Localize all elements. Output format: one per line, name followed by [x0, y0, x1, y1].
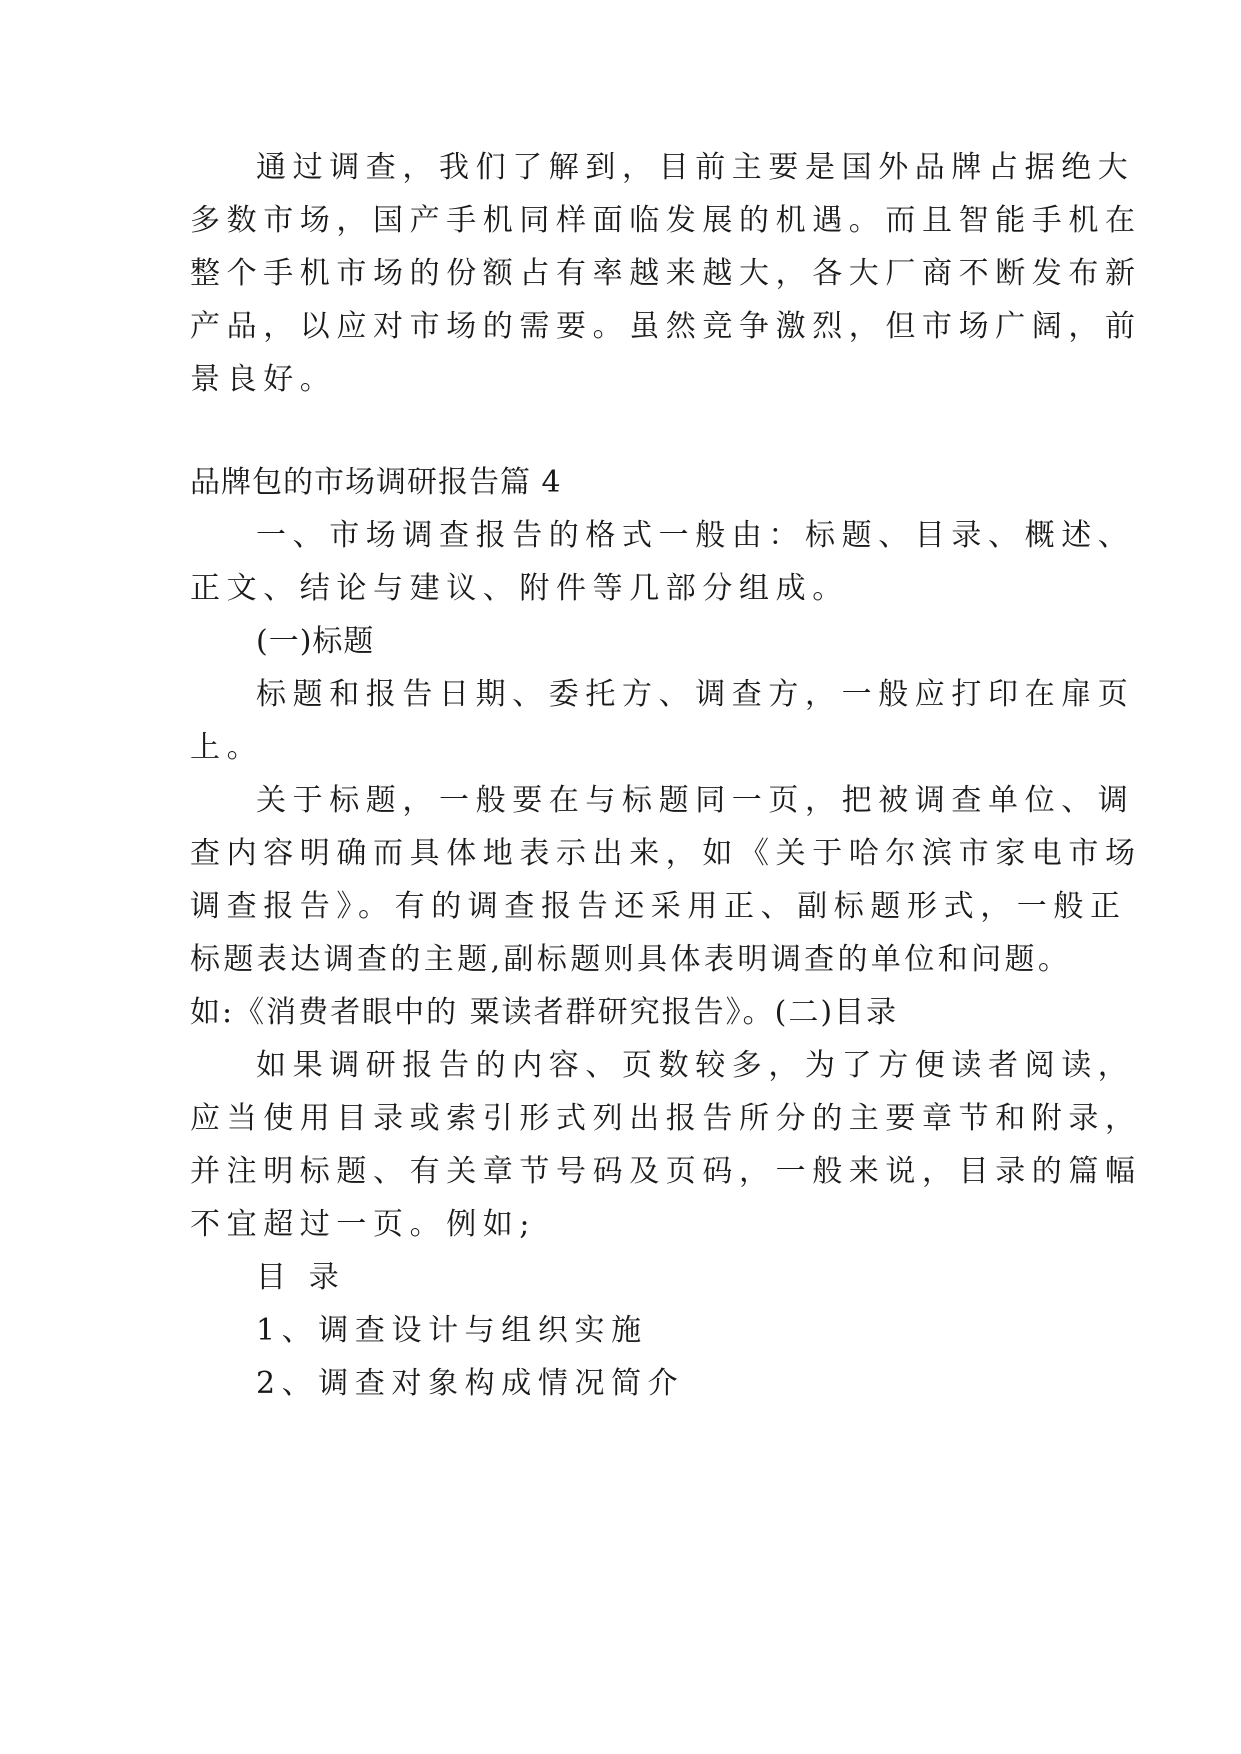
- paragraph-line: 如:《消费者眼中的 粟读者群研究报告》。(二)目录: [190, 995, 899, 1030]
- paragraph-line: 整个手机市场的份额占有率越来越大，各大厂商不断发布新: [190, 256, 1142, 291]
- paragraph-line: 查内容明确而具体地表示出来，如《关于哈尔滨市家电市场: [190, 836, 1142, 871]
- paragraph-line: 一、市场调查报告的格式一般由：标题、目录、概述、: [256, 518, 1135, 553]
- paragraph-line: 调查报告》。有的调查报告还采用正、副标题形式，一般正: [190, 889, 1127, 924]
- paragraph-line: 标题和报告日期、委托方、调查方，一般应打印在扉页: [256, 677, 1135, 712]
- toc-item: 2、调查对象构成情况简介: [256, 1366, 685, 1401]
- subheading-title: (一)标题: [256, 624, 375, 659]
- paragraph-line: 上。: [190, 730, 264, 765]
- paragraph-line: 不宜超过一页。例如;: [190, 1207, 537, 1242]
- paragraph-line: 产品，以应对市场的需要。虽然竞争激烈，但市场广阔，前: [190, 309, 1142, 344]
- paragraph-line: 景良好。: [190, 362, 337, 397]
- paragraph-line: 关于标题，一般要在与标题同一页，把被调查单位、调: [256, 783, 1135, 818]
- paragraph-line: 如果调研报告的内容、页数较多，为了方便读者阅读，: [256, 1048, 1135, 1083]
- paragraph-line: 多数市场，国产手机同样面临发展的机遇。而且智能手机在: [190, 203, 1142, 238]
- paragraph-line: 标题表达调查的主题,副标题则具体表明调查的单位和问题。: [190, 942, 1072, 977]
- paragraph-line: 并注明标题、有关章节号码及页码，一般来说，目录的篇幅: [190, 1154, 1142, 1189]
- document-page: [190, 0, 1142, 1754]
- section-title: 品牌包的市场调研报告篇 4: [190, 465, 562, 500]
- toc-item: 1、调查设计与组织实施: [256, 1313, 648, 1348]
- paragraph-line: 正文、结论与建议、附件等几部分组成。: [190, 571, 849, 606]
- toc-title: 目 录: [256, 1260, 346, 1295]
- paragraph-line: 通过调查，我们了解到，目前主要是国外品牌占据绝大: [256, 150, 1135, 185]
- paragraph-line: 应当使用目录或索引形式列出报告所分的主要章节和附录，: [190, 1101, 1142, 1136]
